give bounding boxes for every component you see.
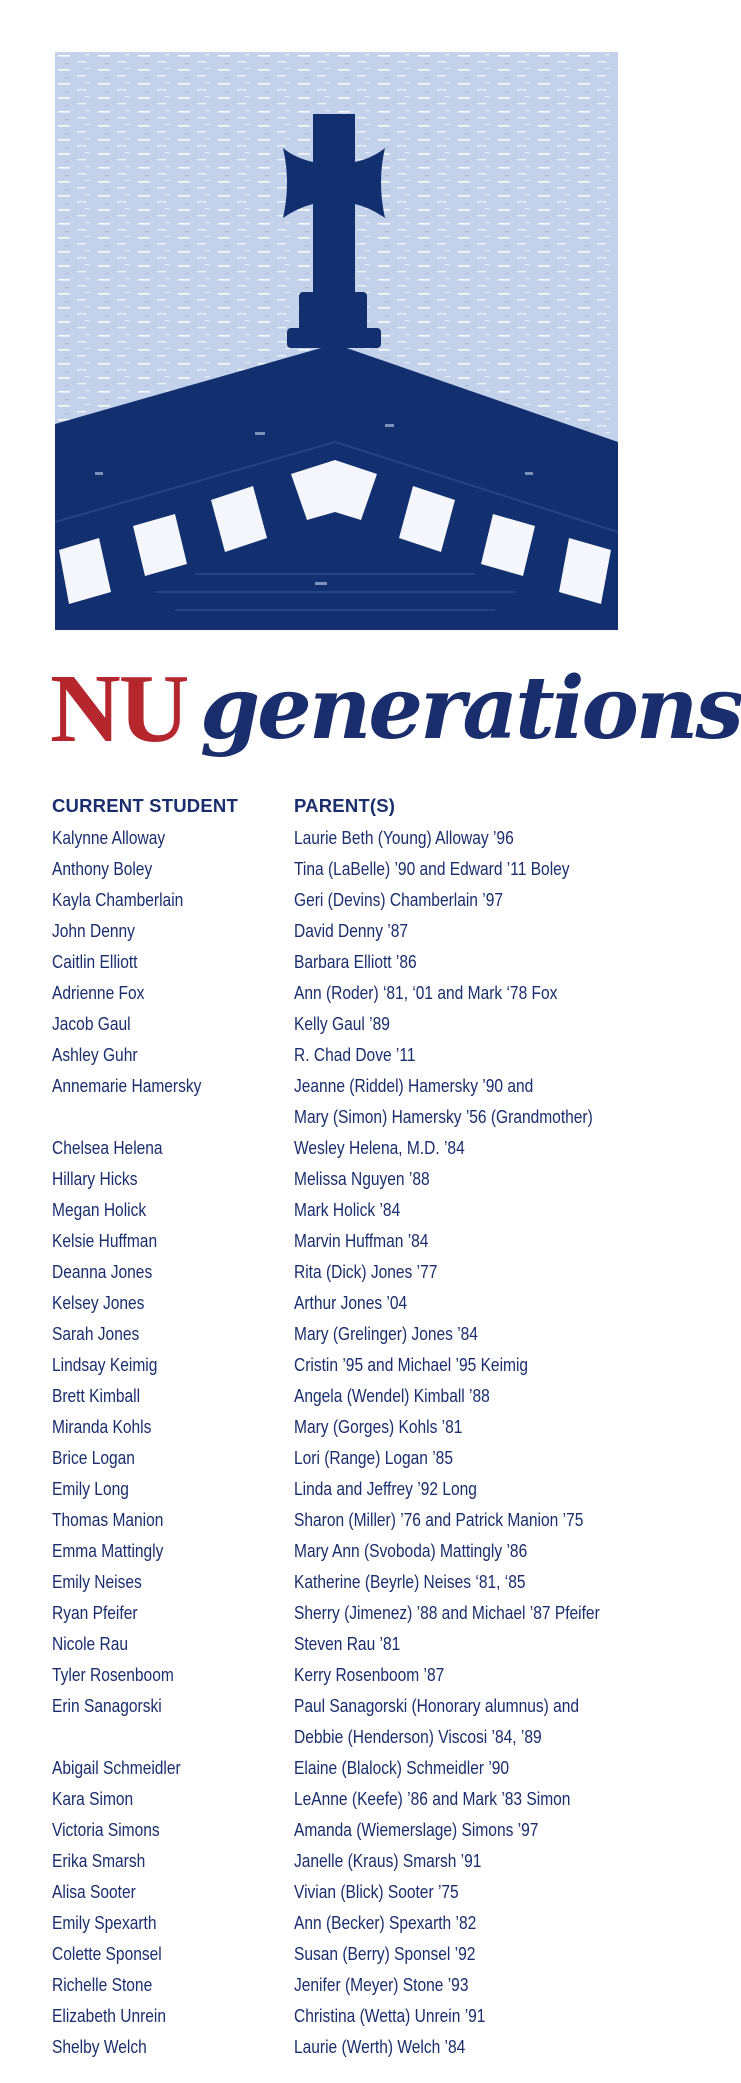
parent-names: Debbie (Henderson) Viscosi ’84, ’89 <box>294 1725 542 1747</box>
student-name: Erika Smarsh <box>52 1849 146 1871</box>
table-row <box>52 1070 652 1101</box>
student-name: John Denny <box>52 919 135 941</box>
student-name: Kelsie Huffman <box>52 1229 158 1251</box>
student-name: Elizabeth Unrein <box>52 2004 167 2026</box>
title-nu: NU <box>50 655 188 763</box>
table-row <box>52 1225 652 1256</box>
parent-names: Kerry Rosenboom ’87 <box>294 1663 445 1685</box>
parent-names: R. Chad Dove ’11 <box>294 1043 416 1065</box>
student-name: Kalynne Alloway <box>52 826 166 848</box>
table-row <box>52 1163 652 1194</box>
parent-names: Angela (Wendel) Kimball ’88 <box>294 1384 490 1406</box>
parent-names: Geri (Devins) Chamberlain ’97 <box>294 888 504 910</box>
student-name: Victoria Simons <box>52 1818 160 1840</box>
table-row <box>52 1039 652 1070</box>
header-current-student: CURRENT STUDENT <box>52 795 238 816</box>
table-body <box>52 822 652 2062</box>
parent-names: Vivian (Blick) Sooter ’75 <box>294 1880 459 1902</box>
generations-table <box>52 790 652 2062</box>
table-row <box>52 1535 652 1566</box>
table-row <box>52 1132 652 1163</box>
table-row <box>52 1380 652 1411</box>
student-name: Emma Mattingly <box>52 1539 164 1561</box>
table-row <box>52 1814 652 1845</box>
parent-names: Marvin Huffman ’84 <box>294 1229 429 1251</box>
parent-names: Paul Sanagorski (Honorary alumnus) and <box>294 1694 580 1716</box>
student-name: Megan Holick <box>52 1198 147 1220</box>
student-name: Emily Neises <box>52 1570 142 1592</box>
parent-names: Tina (LaBelle) ’90 and Edward ’11 Boley <box>294 857 570 879</box>
table-row <box>52 1876 652 1907</box>
student-name: Hillary Hicks <box>52 1167 138 1189</box>
parent-names: Lori (Range) Logan ’85 <box>294 1446 453 1468</box>
parent-names: Laurie Beth (Young) Alloway ’96 <box>294 826 514 848</box>
student-name: Brett Kimball <box>52 1384 141 1406</box>
parent-names: Melissa Nguyen ’88 <box>294 1167 430 1189</box>
parent-names: Ann (Becker) Spexarth ’82 <box>294 1911 477 1933</box>
parent-names: LeAnne (Keefe) ’86 and Mark ’83 Simon <box>294 1787 571 1809</box>
parent-names: Laurie (Werth) Welch ’84 <box>294 2035 466 2057</box>
student-name: Sarah Jones <box>52 1322 140 1344</box>
parent-names: Steven Rau ’81 <box>294 1632 401 1654</box>
table-row <box>52 1938 652 1969</box>
table-row <box>52 1473 652 1504</box>
page-title <box>50 655 741 770</box>
table-row <box>52 822 652 853</box>
student-name: Caitlin Elliott <box>52 950 138 972</box>
student-name: Miranda Kohls <box>52 1415 152 1437</box>
parent-names: David Denny ’87 <box>294 919 409 941</box>
table-row <box>52 1194 652 1225</box>
parent-names: Linda and Jeffrey ’92 Long <box>294 1477 477 1499</box>
parent-names: Elaine (Blalock) Schmeidler ’90 <box>294 1756 510 1778</box>
parent-names: Christina (Wetta) Unrein ’91 <box>294 2004 486 2026</box>
student-name: Thomas Manion <box>52 1508 164 1530</box>
table-row <box>52 1752 652 1783</box>
student-name: Shelby Welch <box>52 2035 147 2057</box>
parent-names: Cristin ’95 and Michael ’95 Keimig <box>294 1353 529 1375</box>
student-name: Emily Spexarth <box>52 1911 157 1933</box>
student-name: Anthony Boley <box>52 857 153 879</box>
table-row <box>52 1907 652 1938</box>
student-name: Brice Logan <box>52 1446 135 1468</box>
student-name: Kara Simon <box>52 1787 134 1809</box>
student-name: Alisa Sooter <box>52 1880 136 1902</box>
parent-names: Jenifer (Meyer) Stone ’93 <box>294 1973 469 1995</box>
table-row <box>52 1597 652 1628</box>
table-row <box>52 1008 652 1039</box>
student-name: Chelsea Helena <box>52 1136 163 1158</box>
parent-names: Katherine (Beyrle) Neises ‘81, ‘85 <box>294 1570 526 1592</box>
parent-names: Wesley Helena, M.D. ’84 <box>294 1136 465 1158</box>
table-row <box>52 977 652 1008</box>
table-header <box>52 790 652 822</box>
student-name: Ryan Pfeifer <box>52 1601 138 1623</box>
parent-names: Susan (Berry) Sponsel ’92 <box>294 1942 476 1964</box>
parent-names: Amanda (Wiemerslage) Simons ’97 <box>294 1818 539 1840</box>
parent-names: Arthur Jones ’04 <box>294 1291 408 1313</box>
table-row <box>52 1845 652 1876</box>
parent-names: Kelly Gaul ’89 <box>294 1012 390 1034</box>
table-row <box>52 2000 652 2031</box>
parent-names: Mary (Grelinger) Jones ’84 <box>294 1322 478 1344</box>
table-row <box>52 1256 652 1287</box>
table-row <box>52 884 652 915</box>
student-name: Kelsey Jones <box>52 1291 145 1313</box>
table-row <box>52 1504 652 1535</box>
student-name: Erin Sanagorski <box>52 1694 162 1716</box>
parent-names: Mary (Simon) Hamersky ’56 (Grandmother) <box>294 1105 593 1127</box>
student-name: Tyler Rosenboom <box>52 1663 174 1685</box>
cross-roof-illustration <box>55 52 618 630</box>
table-row <box>52 1628 652 1659</box>
student-name: Nicole Rau <box>52 1632 129 1654</box>
parent-names: Mary Ann (Svoboda) Mattingly ’86 <box>294 1539 528 1561</box>
student-name: Abigail Schmeidler <box>52 1756 181 1778</box>
table-row <box>52 1318 652 1349</box>
student-name: Kayla Chamberlain <box>52 888 184 910</box>
parent-names: Mary (Gorges) Kohls ’81 <box>294 1415 463 1437</box>
table-row <box>52 1690 652 1721</box>
parent-names: Rita (Dick) Jones ’77 <box>294 1260 438 1282</box>
table-row <box>52 2031 652 2062</box>
student-name: Deanna Jones <box>52 1260 153 1282</box>
table-row <box>52 1721 652 1752</box>
student-name: Richelle Stone <box>52 1973 153 1995</box>
table-row <box>52 853 652 884</box>
parent-names: Sharon (Miller) ’76 and Patrick Manion ’75 <box>294 1508 584 1530</box>
student-name: Ashley Guhr <box>52 1043 138 1065</box>
table-row <box>52 1442 652 1473</box>
parent-names: Jeanne (Riddel) Hamersky ’90 and <box>294 1074 534 1096</box>
table-row <box>52 1659 652 1690</box>
student-name: Emily Long <box>52 1477 129 1499</box>
parent-names: Barbara Elliott ’86 <box>294 950 417 972</box>
table-row <box>52 1101 652 1132</box>
table-row <box>52 1349 652 1380</box>
student-name: Lindsay Keimig <box>52 1353 158 1375</box>
title-generations: generations <box>200 658 741 759</box>
table-row <box>52 1287 652 1318</box>
student-name: Colette Sponsel <box>52 1942 162 1964</box>
table-row <box>52 1783 652 1814</box>
parent-names: Janelle (Kraus) Smarsh ’91 <box>294 1849 482 1871</box>
table-row <box>52 1411 652 1442</box>
table-row <box>52 1566 652 1597</box>
parent-names: Mark Holick ’84 <box>294 1198 401 1220</box>
table-row <box>52 1969 652 2000</box>
table-row <box>52 946 652 977</box>
parent-names: Ann (Roder) ‘81, ‘01 and Mark ‘78 Fox <box>294 981 558 1003</box>
parent-names: Sherry (Jimenez) ’88 and Michael ’87 Pfeifer <box>294 1601 600 1623</box>
student-name: Jacob Gaul <box>52 1012 131 1034</box>
student-name: Adrienne Fox <box>52 981 145 1003</box>
student-name: Annemarie Hamersky <box>52 1074 202 1096</box>
header-parents: PARENT(S) <box>294 795 396 816</box>
table-row <box>52 915 652 946</box>
